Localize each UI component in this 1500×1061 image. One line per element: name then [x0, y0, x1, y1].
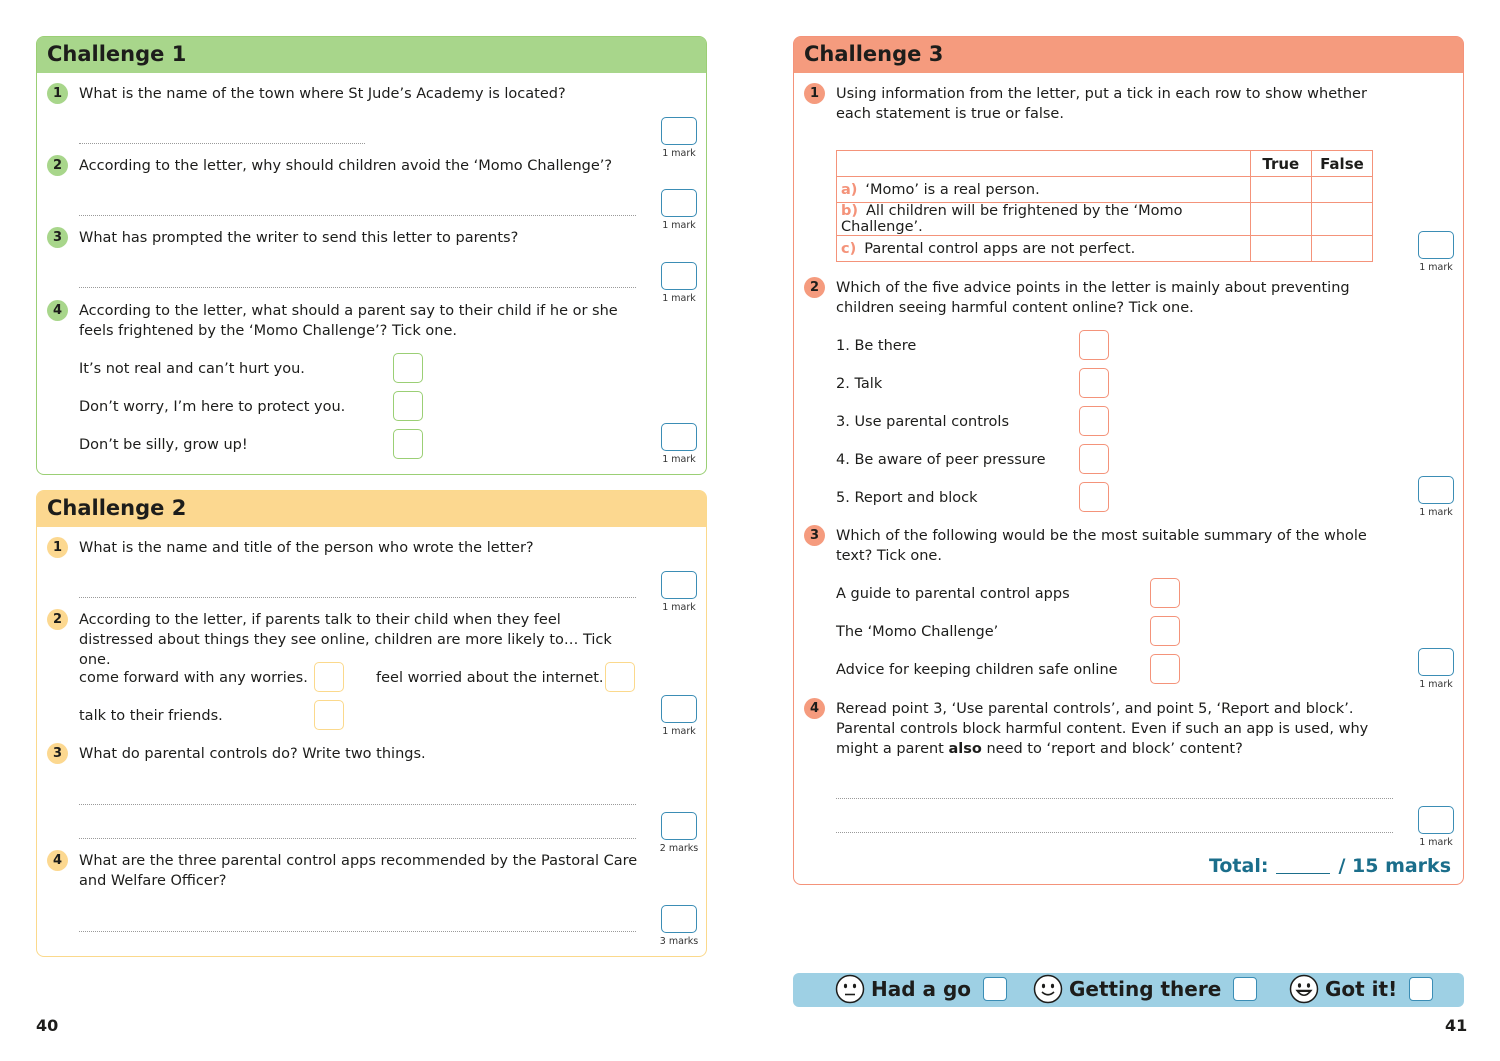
question-text: What is the name and title of the person who wrote the letter?	[79, 540, 534, 556]
mark-box[interactable]	[661, 189, 697, 217]
tick-box[interactable]	[1079, 444, 1109, 474]
answer-line[interactable]	[836, 798, 1393, 799]
question-text: According to the letter, if parents talk to their child when they feel distressed about things they see online, children are more likely to… Tick one.	[79, 612, 612, 668]
table-row	[837, 236, 1373, 262]
mark-label: 1 mark	[662, 148, 696, 159]
mark-label: 1 mark	[662, 293, 696, 304]
true-cell[interactable]	[1250, 177, 1311, 203]
question-number: 2	[47, 609, 68, 630]
question-text-emphasis: also	[948, 741, 982, 757]
challenge-2-title: Challenge 2	[37, 491, 706, 527]
question-text-part: Reread point 3, ‘Use parental controls’, and point 5, ‘Report and block’. Parental controls block harmful content. Even if such an app is used, why might a parent	[836, 701, 1369, 757]
got-it-label: Got it!	[1325, 977, 1398, 1001]
true-false-table	[836, 150, 1373, 262]
tick-box[interactable]	[393, 353, 423, 383]
statement-text: All children will be frightened by the ‘Momo Challenge’.	[841, 203, 1183, 235]
false-cell[interactable]	[1311, 236, 1372, 262]
answer-line[interactable]	[79, 143, 365, 144]
option-label: 5. Report and block	[836, 490, 978, 506]
answer-line[interactable]	[79, 287, 636, 288]
row-label: b)	[841, 203, 859, 219]
tick-box[interactable]	[314, 662, 344, 692]
option-label: The ‘Momo Challenge’	[836, 624, 999, 640]
tick-box[interactable]	[393, 429, 423, 459]
mark-label: 1 mark	[1419, 262, 1453, 273]
table-header-false: False	[1311, 151, 1372, 177]
question-number: 1	[47, 537, 68, 558]
tick-box[interactable]	[1150, 654, 1180, 684]
question-text: Using information from the letter, put a tick in each row to show whether each statement is true or false.	[836, 86, 1367, 122]
option-label: Advice for keeping children safe online	[836, 662, 1118, 678]
tick-box[interactable]	[1079, 482, 1109, 512]
grin-face-icon	[1289, 974, 1319, 1004]
mark-box[interactable]	[661, 117, 697, 145]
answer-line[interactable]	[79, 931, 636, 932]
question-number: 3	[804, 525, 825, 546]
option-label: A guide to parental control apps	[836, 586, 1070, 602]
table-row	[837, 177, 1373, 203]
tick-box[interactable]	[1079, 406, 1109, 436]
statement-cell	[837, 177, 1251, 203]
question-number: 1	[47, 83, 68, 104]
question-text: Which of the five advice points in the letter is mainly about preventing children seeing harmful content online? Tick one.	[836, 280, 1350, 316]
question-text: What is the name of the town where St Jude’s Academy is located?	[79, 86, 566, 102]
tick-box[interactable]	[393, 391, 423, 421]
question-number: 4	[47, 850, 68, 871]
got-it-item	[1289, 974, 1433, 1004]
answer-line[interactable]	[79, 838, 636, 839]
mark-label: 1 mark	[1419, 507, 1453, 518]
mark-box[interactable]	[1418, 231, 1454, 259]
page-number-left: 40	[36, 1016, 59, 1035]
total-score	[1209, 855, 1451, 877]
table-header-blank	[837, 151, 1251, 177]
answer-line[interactable]	[79, 215, 636, 216]
answer-line[interactable]	[79, 597, 636, 598]
challenge-1-title: Challenge 1	[37, 37, 706, 73]
statement-text: Parental control apps are not perfect.	[864, 240, 1136, 257]
question-number: 1	[804, 83, 825, 104]
getting-there-checkbox[interactable]	[1233, 977, 1257, 1001]
question-text	[836, 699, 1396, 759]
option-label: It’s not real and can’t hurt you.	[79, 361, 305, 377]
had-a-go-item	[835, 974, 1007, 1004]
question-number: 4	[47, 300, 68, 321]
option-label: 3. Use parental controls	[836, 414, 1010, 430]
row-label: c)	[841, 240, 857, 257]
true-cell[interactable]	[1250, 236, 1311, 262]
tick-box[interactable]	[1079, 368, 1109, 398]
mark-box[interactable]	[661, 695, 697, 723]
challenge-2-panel	[36, 490, 707, 957]
table-row	[837, 203, 1373, 236]
challenge-1-panel	[36, 36, 707, 475]
option-label: 1. Be there	[836, 338, 917, 354]
statement-text: ‘Momo’ is a real person.	[865, 181, 1040, 198]
question-number: 3	[47, 743, 68, 764]
mark-box[interactable]	[1418, 806, 1454, 834]
question-number: 2	[47, 155, 68, 176]
total-label: Total:	[1208, 855, 1269, 877]
false-cell[interactable]	[1311, 177, 1372, 203]
row-label: a)	[841, 181, 858, 198]
self-assessment-bar	[793, 973, 1464, 1007]
neutral-face-icon	[835, 974, 865, 1004]
mark-label: 3 marks	[659, 936, 699, 947]
question-text-part: need to ‘report and block’ content?	[981, 741, 1243, 757]
mark-box[interactable]	[661, 262, 697, 290]
question-number: 3	[47, 227, 68, 248]
tick-box[interactable]	[1150, 616, 1180, 646]
challenge-3-panel	[793, 36, 1464, 885]
question-text: What has prompted the writer to send this letter to parents?	[79, 230, 519, 246]
getting-there-item	[1033, 974, 1257, 1004]
question-text: What are the three parental control apps recommended by the Pastoral Care and Welfare Officer?	[79, 853, 638, 889]
had-a-go-checkbox[interactable]	[983, 977, 1007, 1001]
got-it-checkbox[interactable]	[1409, 977, 1433, 1001]
mark-box[interactable]	[1418, 648, 1454, 676]
mark-label: 1 mark	[1419, 679, 1453, 690]
option-label: 2. Talk	[836, 376, 883, 392]
option-label: Don’t worry, I’m here to protect you.	[79, 399, 346, 415]
tick-box[interactable]	[1150, 578, 1180, 608]
true-cell[interactable]	[1250, 203, 1311, 236]
question-text: According to the letter, why should children avoid the ‘Momo Challenge’?	[79, 158, 613, 174]
tick-box[interactable]	[605, 662, 635, 692]
smile-face-icon	[1033, 974, 1063, 1004]
question-text: Which of the following would be the most suitable summary of the whole text? Tick one.	[836, 528, 1367, 564]
question-number: 2	[804, 277, 825, 298]
mark-box[interactable]	[661, 423, 697, 451]
mark-label: 2 marks	[659, 843, 699, 854]
had-a-go-label: Had a go	[871, 977, 972, 1001]
total-suffix: / 15 marks	[1338, 855, 1451, 877]
mark-box[interactable]	[661, 571, 697, 599]
tick-box[interactable]	[314, 700, 344, 730]
challenge-3-title: Challenge 3	[794, 37, 1463, 73]
mark-label: 1 mark	[1419, 837, 1453, 848]
getting-there-label: Getting there	[1069, 977, 1222, 1001]
mark-box[interactable]	[1418, 476, 1454, 504]
mark-label: 1 mark	[662, 602, 696, 613]
mark-box[interactable]	[661, 905, 697, 933]
table-header-true: True	[1250, 151, 1311, 177]
option-label: Don’t be silly, grow up!	[79, 437, 248, 453]
page-number-right: 41	[1445, 1016, 1468, 1035]
question-text: What do parental controls do? Write two things.	[79, 746, 426, 762]
mark-label: 1 mark	[662, 220, 696, 231]
false-cell[interactable]	[1311, 203, 1372, 236]
statement-cell	[837, 236, 1251, 262]
mark-label: 1 mark	[662, 454, 696, 465]
total-blank[interactable]	[1276, 856, 1330, 874]
question-number: 4	[804, 698, 825, 719]
option-label: come forward with any worries.	[79, 670, 308, 686]
mark-box[interactable]	[661, 812, 697, 840]
option-label: 4. Be aware of peer pressure	[836, 452, 1046, 468]
statement-cell	[837, 203, 1251, 236]
mark-label: 1 mark	[662, 726, 696, 737]
option-label: feel worried about the internet.	[376, 670, 604, 686]
answer-line[interactable]	[836, 832, 1393, 833]
tick-box[interactable]	[1079, 330, 1109, 360]
option-label: talk to their friends.	[79, 708, 223, 724]
question-text: According to the letter, what should a parent say to their child if he or she feels frightened by the ‘Momo Challenge’? Tick one.	[79, 303, 618, 339]
answer-line[interactable]	[79, 804, 636, 805]
